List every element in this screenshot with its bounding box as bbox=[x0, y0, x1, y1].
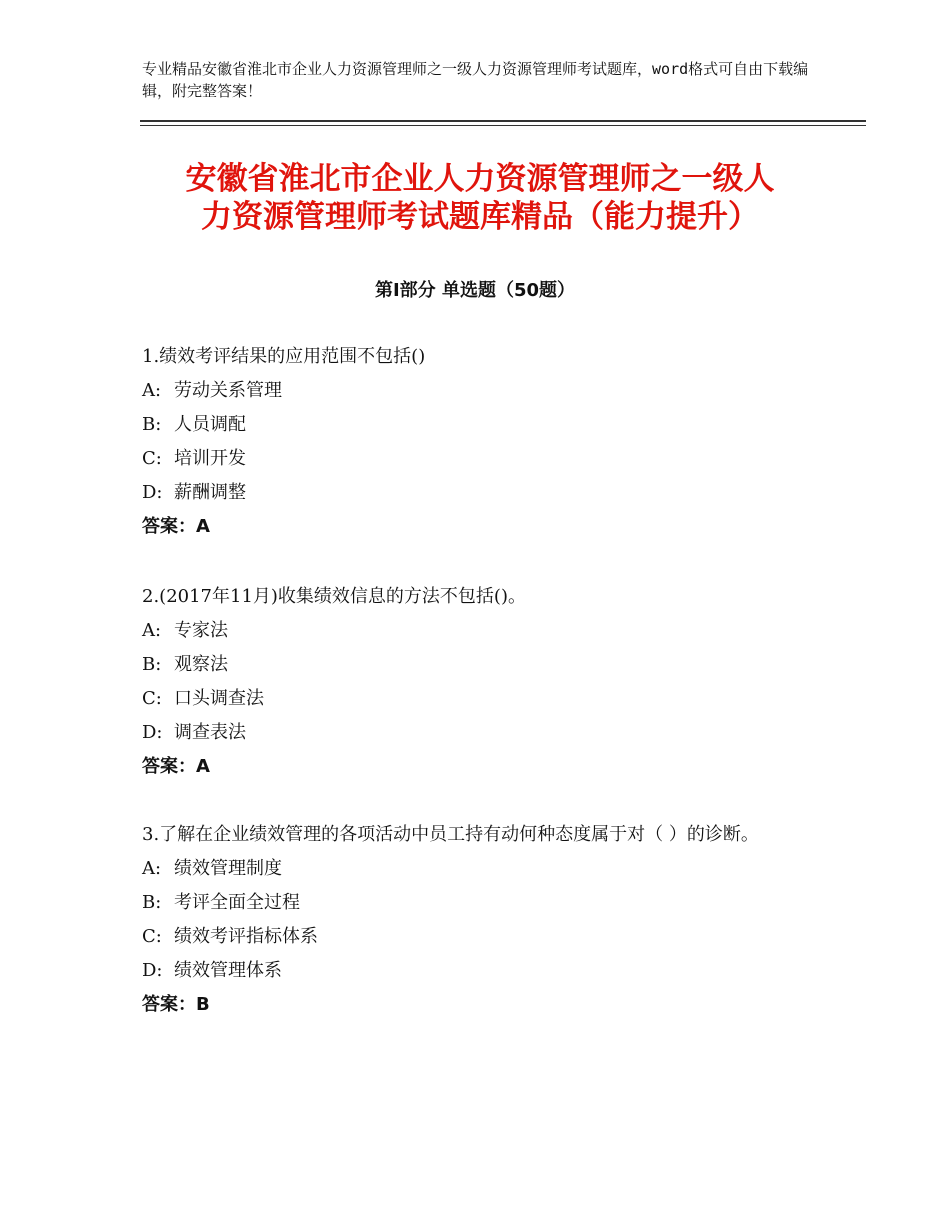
option-text: 劳动关系管理 bbox=[174, 380, 282, 401]
title-line-1: 安徽省淮北市企业人力资源管理师之一级人 bbox=[185, 161, 775, 197]
option-text: 绩效管理制度 bbox=[174, 858, 282, 879]
option-text: 人员调配 bbox=[174, 414, 246, 435]
question-stem: 2.(2017年11月)收集绩效信息的方法不包括()。 bbox=[142, 586, 526, 607]
question-1 bbox=[142, 340, 842, 544]
option-c bbox=[142, 920, 842, 954]
option-a bbox=[142, 374, 842, 408]
title-line-2: 力资源管理师考试题库精品（能力提升） bbox=[201, 199, 759, 235]
document-title bbox=[150, 160, 810, 236]
question-stem: 1.绩效考评结果的应用范围不包括() bbox=[142, 346, 426, 367]
question-2 bbox=[142, 580, 842, 784]
option-key: D: bbox=[142, 722, 163, 743]
header-note: 专业精品安徽省淮北市企业人力资源管理师之一级人力资源管理师考试题库，word格式可自由下载编辑，附完整答案！ bbox=[142, 60, 809, 100]
option-text: 调查表法 bbox=[174, 722, 246, 743]
option-key: B: bbox=[142, 892, 162, 913]
option-text: 绩效管理体系 bbox=[174, 960, 282, 981]
option-a bbox=[142, 852, 842, 886]
option-d bbox=[142, 476, 842, 510]
option-d bbox=[142, 716, 842, 750]
option-c bbox=[142, 442, 842, 476]
option-text: 绩效考评指标体系 bbox=[174, 926, 318, 947]
option-key: D: bbox=[142, 482, 163, 503]
option-text: 薪酬调整 bbox=[174, 482, 246, 503]
answer-label: 答案：B bbox=[142, 994, 210, 1015]
header-divider-thin bbox=[140, 125, 866, 126]
option-key: C: bbox=[142, 926, 162, 947]
option-key: A: bbox=[142, 380, 162, 401]
option-text: 考评全面全过程 bbox=[174, 892, 300, 913]
option-d bbox=[142, 954, 842, 988]
option-text: 专家法 bbox=[174, 620, 228, 641]
option-key: B: bbox=[142, 654, 162, 675]
option-c bbox=[142, 682, 842, 716]
option-key: A: bbox=[142, 620, 162, 641]
option-b bbox=[142, 648, 842, 682]
answer-label: 答案：A bbox=[142, 516, 210, 537]
option-text: 口头调查法 bbox=[174, 688, 264, 709]
option-key: C: bbox=[142, 688, 162, 709]
option-key: A: bbox=[142, 858, 162, 879]
option-text: 培训开发 bbox=[174, 448, 246, 469]
option-key: C: bbox=[142, 448, 162, 469]
question-stem: 3.了解在企业绩效管理的各项活动中员工持有动何种态度属于对（ ）的诊断。 bbox=[142, 824, 759, 845]
header-divider-thick bbox=[140, 120, 866, 122]
question-3 bbox=[142, 818, 842, 1022]
option-key: B: bbox=[142, 414, 162, 435]
option-b bbox=[142, 408, 842, 442]
section-title: 第Ⅰ部分 单选题（50题） bbox=[374, 280, 575, 301]
answer-label: 答案：A bbox=[142, 756, 210, 777]
option-key: D: bbox=[142, 960, 163, 981]
option-text: 观察法 bbox=[174, 654, 228, 675]
option-a bbox=[142, 614, 842, 648]
option-b bbox=[142, 886, 842, 920]
